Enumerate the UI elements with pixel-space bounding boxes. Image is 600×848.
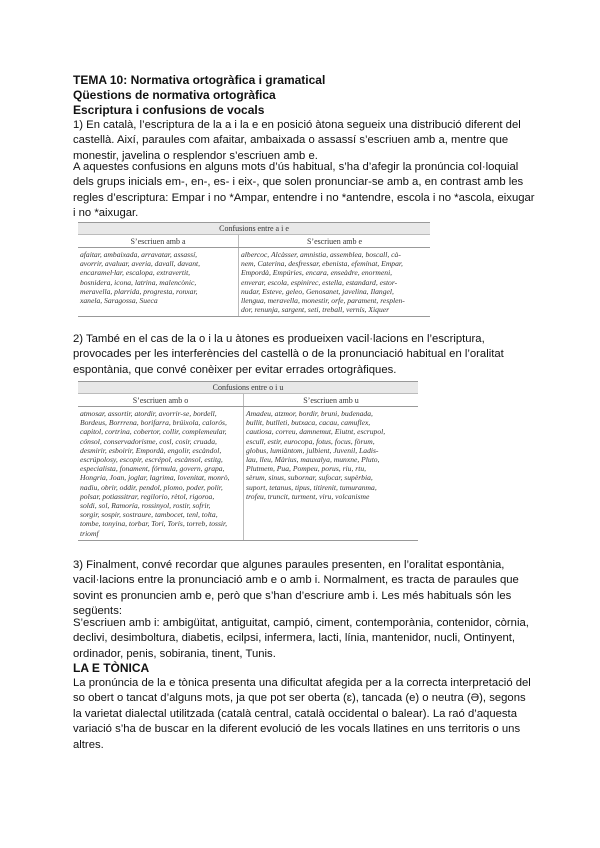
column-header: S’escriuen amb o [78,394,244,407]
word-list-o [78,407,244,541]
subsection-heading: Escriptura i confusions de vocals [73,103,265,117]
word-line: Empordà, Empúries, encara, enseàdre, enormeni, [241,268,393,278]
confusions-a-e-table [78,222,430,317]
word-line: atmosar, assortir, atordir, avorrir-se, bordell, [80,409,217,418]
word-line: nudar, Esteve, geleo, Genosanet, javelina, Ilangel, [241,286,394,296]
text-line: sovint es pronuncien amb e, però que s’han d’escriure amb i. Les més habituals són les [73,589,512,602]
text-line: vacil·lacions entre la pronunciació amb e o amb i. Normalment, es tracta de paraules que [73,574,519,587]
text-line: La pronúncia de la e tònica presenta una dificultat afegida per a la correcta interpretació del [73,677,531,689]
word-line: lau, lleu, Màrius, mauxalya, munxne, Pluto, [246,455,380,465]
word-line: sorgir, sospir, sostraure, tambocet, tenl, tolta, [80,510,218,520]
word-line: Amadeu, atzmor, bordir, bruni, budenada, [246,409,373,418]
word-line: albercoc, Alcàsser, amnistia, assemblea, boscall, cà- [241,250,401,259]
text-line: dels grups inicials em-, en-, es- i eix-, que solen pronunciar-se amb a, en contrast amb les [73,176,524,189]
section-heading: Qüestions de normativa ortogràfica [73,88,276,102]
word-line: triomf [80,528,99,538]
word-line: trofeu, truncit, turment, viru, volcanisme [246,491,370,501]
paragraph-1 [73,118,533,164]
text-line: regles d’escriptura: Empar i no *Ampar, entendre i no *antendre, escola i no *ascola, eixugar [73,191,535,204]
paragraph-5 [73,616,533,662]
text-line: 2) També en el cas de la o i la u àtones es produeixen vacil·lacions en l’escriptura, [73,333,485,345]
word-line: Hongria, Joan, joglar, lagrima, lovenitat, monrò, [80,473,230,483]
confusions-o-u-table [78,381,418,541]
text-line: declivi, desimboltura, diabetis, ecilpsi, infermera, lacti, línia, mantenidor, nucli, Ontinyent, [73,632,516,645]
text-line: següents: [73,605,122,618]
word-line: Bordeus, Borrrena, borifarra, brúixola, calorós, [80,418,227,428]
word-line: nem, Caterina, desfressar, ebenista, efemínat, Empar, [241,259,403,269]
text-line: la varietat dialectal utilitzada (català central, català occidental o balear). La raó d’aquesta [73,707,517,720]
word-line: sèrum, sinus, subornar, sufocar, supèrbia, [246,473,373,483]
paragraph-4 [73,558,533,620]
text-line: A aquestes confusions en alguns mots d’ús habitual, s’ha d’afegir la pronúncia col·loquial [73,161,519,173]
word-line: nadiu, obrir, oddir, pendol, plomo, poder, polir, [80,482,223,492]
column-header: S’escriuen amb a [78,235,239,248]
word-list-u [244,407,419,541]
table-title: Confusions entre a i e [78,223,430,235]
word-line: llengua, meravella, monestir, orfe, parament, resplen- [241,296,405,306]
word-line: tombe, tonyina, torbar, Tori, Torís, torreb, tossir, [80,519,228,529]
paragraph-2 [73,160,533,222]
topic-title: TEMA 10: Normativa ortogràfica i gramatical [73,73,326,87]
word-line: desmirir, esboirir, Empordà, engolir, escàndol, [80,445,222,455]
text-line: so obert o tancat d’alguns mots, ja que pot ser oberta (ɛ), tancada (e) o neutra (Ə), segons [73,692,526,705]
word-line: globus, lumiàntom, julbient, Juvenil, Ladis- [246,445,379,455]
word-list-a [78,248,239,317]
word-line: escull, estir, eurocopa, fotus, focus, fòrum, [246,436,375,446]
text-line: provocades per les interferències del castellà o de la pronunciació habitual en l’oralitat [73,348,504,361]
word-line: soldi, sol, Ramoría, rossinyol, rostir, sofrir, [80,501,211,511]
word-line: avorrir, avaluar, averia, davall, davant, [80,259,201,269]
word-line: dor, renunja, sargent, seti, treball, vernís, Xiquer [241,305,390,315]
text-line: variació s’ha de buscar en la diferent evolució de les vocals llatines en uns territoris o uns [73,723,521,736]
word-line: capitol, cortrina, cobertor, collir, complemeular, [80,427,227,437]
paragraph-6 [73,676,533,753]
word-line: bosnidera, icona, latrina, malencònic, [80,277,197,287]
text-line: 1) En català, l’escriptura de la a i la e en posició àtona segueix una distribució diferent del [73,119,521,131]
text-line: ordinador, penis, sobirania, tinent, Tunis. [73,647,276,660]
word-line: afaitar, ambaixada, arravatar, assassí, [80,250,198,259]
text-line: 3) Finalment, convé recordar que algunes paraules presenten, en l’oralitat espontània, [73,559,505,571]
column-header: S’escriuen amb e [239,235,431,248]
word-list-e [239,248,431,317]
paragraph-3 [73,332,533,378]
text-line: S’escriuen amb i: ambigüitat, antiguitat, campió, ciment, contemporània, contenidor, còrnia, [73,617,529,629]
word-line: especialista, fonament, fórmula, govern, grapa, [80,464,225,474]
word-line: cautiosa, correu, damnemut, Eiutnt, escrupol, [246,427,386,437]
text-line: i no *aixugar. [73,207,139,220]
word-line: encaramel·lar, escalopa, extravertit, [80,268,191,278]
word-line: polsar, potiassitrar, regilorio, rètol, rigoroa, [80,491,215,501]
word-line: Plutmem, Pua, Pompeu, porus, riu, rtu, [246,464,367,474]
word-line: cónsol, conservadorisme, cosl, cosir, cruada, [80,436,217,446]
column-header: S’escriuen amb u [244,394,419,407]
word-line: xanela, Saragossa, Sueca [80,296,158,306]
word-line: bullit, butlleti, butxaca, cacau, camuflex, [246,418,371,428]
section-heading-tonica: LA E TÒNICA [73,661,150,675]
word-line: meravella, plarrida, progresta, ronxar, [80,286,198,296]
text-line: altres. [73,738,104,751]
word-line: suport, tetanus, tipus, titirenit, tumuranma, [246,482,377,492]
word-line: escrúpolosy, escopir, escrépol, escànsol, estitg, [80,455,223,465]
table-title: Confusions entre o i u [78,382,418,394]
text-line: castellà. Així, paraules com afaitar, ambaixada o assassí s’escriuen amb a, mentre que [73,134,509,147]
word-line: enverar, escola, espinirec, estella, estandard, estor- [241,277,398,287]
text-line: espontània, que convé conèixer per evitar errades ortogràfiques. [73,363,397,376]
text-line: monestir, javelina o resplendor s’escriuen amb e. [73,149,318,162]
